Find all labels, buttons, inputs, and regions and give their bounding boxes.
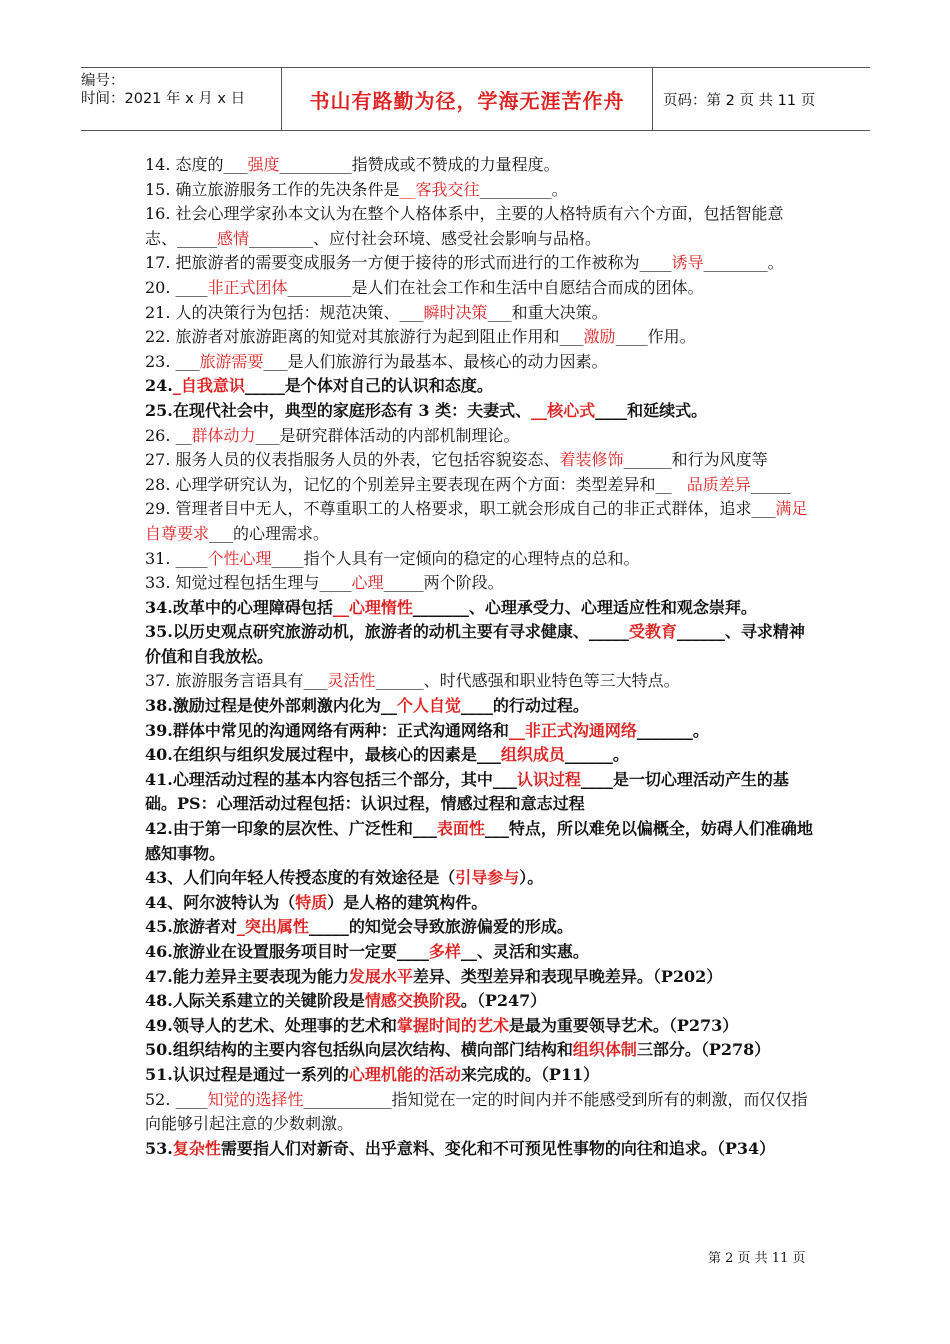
answer-text: 引导参与	[455, 868, 520, 888]
question-q28	[145, 473, 813, 498]
question-q35	[145, 620, 813, 669]
question-text: 20. ____	[145, 277, 208, 297]
question-text: 44、阿尔波特认为（	[145, 892, 296, 912]
answer-text: 心理	[351, 573, 384, 593]
question-text: ___是研究群体活动的内部机制理论。	[255, 425, 520, 445]
answer-text: 表面性	[436, 819, 485, 839]
question-text: ____指个人具有一定倾向的稳定的心理特点的总和。	[271, 548, 640, 568]
answer-text: 旅游需要	[199, 351, 264, 371]
question-q43	[145, 866, 813, 891]
question-q50	[145, 1038, 813, 1063]
question-text: ____是一切心理活动产生的基础。PS：心理活动过程包括：认识过程，情感过程和意志过程	[145, 769, 789, 814]
header-number-label: 编号：	[81, 73, 125, 89]
question-text: 45.旅游者对	[145, 917, 237, 937]
question-text: 33. 知觉过程包括生理与____	[145, 573, 352, 593]
header-page-indicator: 页码：第 2 页 共 11 页	[663, 92, 816, 109]
question-text: ___和重大决策。	[487, 302, 608, 322]
question-text: 27. 服务人员的仪表指服务人员的外表，它包括容貌姿态、	[145, 450, 560, 470]
question-q40	[145, 743, 813, 768]
question-q53	[145, 1137, 813, 1162]
question-text: ________。	[703, 253, 784, 273]
answer-text: 个性心理	[207, 548, 272, 568]
answer-text: _自我意识	[172, 376, 245, 396]
question-text: _____	[750, 474, 791, 494]
answer-text: 情感交换阶段	[364, 991, 461, 1011]
question-text: __、灵活和实惠。	[460, 942, 589, 961]
question-q31	[145, 547, 813, 572]
question-text: 38.激励过程是使外部刺激内化为__	[145, 696, 397, 716]
question-text: ）是人格的建筑构件。	[327, 892, 488, 912]
question-text: _______。	[636, 720, 709, 740]
question-text: 17. 把旅游者的需要变成服务一方便于接待的形式而进行的工作被称为____	[145, 253, 672, 273]
question-q25	[145, 399, 813, 424]
answer-text: 认识过程	[516, 769, 581, 789]
question-q48	[145, 989, 813, 1014]
question-text: 29. 管理者目中无人，不尊重职工的人格要求，职工就会形成自己的非正式群体，追求___	[145, 499, 776, 519]
question-text: 需要指人们对新奇、出乎意料、变化和不可预见性事物的向往和追求。（P34）	[220, 1138, 776, 1158]
question-q51	[145, 1063, 813, 1088]
question-text: ___的心理需求。	[209, 523, 330, 543]
question-q44	[145, 891, 813, 916]
answer-text: _突出属性	[236, 917, 309, 937]
question-text: 53.	[145, 1138, 173, 1158]
answer-text: 特质	[295, 892, 328, 912]
question-text: 是最为重要领导艺术。（P273）	[508, 1015, 739, 1035]
question-text: 52. ____	[145, 1089, 208, 1109]
answer-text: 灵活性	[327, 671, 376, 691]
question-q24	[145, 374, 813, 399]
answer-text: 发展水平	[348, 966, 413, 986]
answer-text: __核心式	[531, 400, 596, 420]
question-list	[145, 153, 813, 1161]
question-q46	[145, 940, 813, 965]
question-text: 43、人们向年轻人传授态度的有效途径是（	[145, 868, 456, 888]
answer-text: 组织成员	[500, 745, 565, 765]
answer-text: 复杂性	[172, 1138, 221, 1158]
question-q22	[145, 325, 813, 350]
answer-text: __心理惰性	[332, 597, 413, 617]
question-text: ___是人们旅游行为最基本、最核心的动力因素。	[263, 351, 608, 371]
question-text: 26. __	[145, 425, 192, 445]
answer-text: 满足自尊要求	[145, 499, 808, 543]
question-text: 50.组织结构的主要内容包括纵向层次结构、横向部门结构和	[145, 1040, 573, 1060]
question-text: _________。	[479, 179, 568, 199]
question-q27	[145, 448, 813, 473]
question-text: _____是个体对自己的认识和态度。	[244, 376, 493, 396]
question-q39	[145, 719, 813, 744]
question-q42	[145, 817, 813, 866]
header-motto: 书山有路勤为径，学海无涯苦作舟	[281, 68, 653, 130]
question-text: 47.能力差异主要表现为能力	[145, 966, 349, 986]
answer-text: 品质差异	[686, 474, 751, 494]
question-text: 49.领导人的艺术、处理事的艺术和	[145, 1015, 397, 1035]
question-text: ____作用。	[615, 327, 696, 347]
question-text: 37. 旅游服务言语具有___	[145, 671, 328, 691]
question-text: 15. 确立旅游服务工作的先决条件是	[145, 179, 400, 199]
question-text: 41.心理活动过程的基本内容包括三个部分，其中___	[145, 769, 517, 789]
question-text: ______。	[564, 745, 629, 765]
question-text: 28. 心理学研究认为，记忆的个别差异主要表现在两个方面：类型差异和__	[145, 474, 687, 494]
question-text: ____和延续式。	[595, 400, 708, 420]
question-text: _____的知觉会导致旅游偏爱的形成。	[308, 917, 573, 937]
question-q14	[145, 153, 813, 178]
page-footer: 第 2 页 共 11 页	[708, 1251, 806, 1266]
question-text: 35.以历史观点研究旅游动机，旅游者的动机主要有寻求健康、_____	[145, 622, 629, 642]
question-text: 24.	[145, 376, 173, 396]
question-text: 40.在组织与组织发展过程中，最核心的因素是___	[145, 745, 501, 765]
question-text: ________、应付社会环境、感受社会影响与品格。	[249, 228, 602, 248]
question-q21	[145, 301, 813, 326]
question-text: 22. 旅游者对旅游距离的知觉对其旅游行为起到阻止作用和___	[145, 327, 584, 347]
question-q23	[145, 350, 813, 375]
question-q52	[145, 1088, 813, 1137]
question-text: 三部分。（P278）	[636, 1040, 771, 1060]
question-text: 16. 社会心理学家孙本文认为在整个人格体系中，主要的人格特质有六个方面，包括智能意志、_____	[145, 204, 784, 248]
question-q49	[145, 1014, 813, 1039]
question-q20	[145, 276, 813, 301]
answer-text: 激励	[583, 327, 616, 347]
question-text: ___________指知觉在一定的时间内并不能感受到所有的刺激，而仅仅指向能够引起注意的少数刺激。	[145, 1089, 808, 1134]
question-text: 42.由于第一印象的层次性、广泛性和___	[145, 819, 437, 839]
header-meta	[81, 68, 281, 130]
question-text: 23. ___	[145, 351, 200, 371]
question-q34	[145, 596, 813, 621]
answer-text: __非正式沟通网络	[508, 720, 637, 740]
answer-text: 知觉的选择性	[207, 1089, 304, 1109]
answer-text: 组织体制	[572, 1040, 637, 1060]
question-text: 51.认识过程是通过一系列的	[145, 1064, 349, 1084]
question-text: 。（P247）	[460, 991, 547, 1011]
question-text: 31. ____	[145, 548, 208, 568]
question-q33	[145, 571, 813, 596]
answer-text: 群体动力	[191, 425, 256, 445]
document-header	[81, 67, 870, 131]
question-text: _____两个阶段。	[383, 573, 504, 593]
answer-text: 感情	[217, 228, 250, 248]
question-text: 48.人际关系建立的关键阶段是	[145, 991, 365, 1011]
question-q15	[145, 178, 813, 203]
answer-text: 着装修饰	[559, 450, 624, 470]
question-text: ______、时代感强和职业特色等三大特点。	[375, 671, 680, 691]
question-text: 来完成的。（P11）	[460, 1064, 600, 1084]
question-text: ______和行为风度等	[623, 450, 768, 470]
question-text: 差异、类型差异和表现早晚差异。（P202）	[412, 966, 723, 986]
question-text: 14. 态度的___	[145, 155, 248, 174]
answer-text: 心理机能的活动	[348, 1064, 461, 1084]
answer-text: 诱导	[671, 253, 704, 273]
question-q45	[145, 915, 813, 940]
question-q16	[145, 202, 813, 251]
question-q29	[145, 497, 813, 546]
question-q37	[145, 669, 813, 694]
question-text: ________是人们在社会工作和生活中自愿结合而成的团体。	[287, 277, 704, 297]
answer-text: 瞬时决策	[423, 302, 488, 322]
question-text: 46.旅游业在设置服务项目时一定要____	[145, 942, 429, 961]
question-text: ）。	[519, 868, 544, 888]
question-q41	[145, 768, 813, 817]
answer-text: __客我交往	[399, 179, 480, 199]
question-text: ____的行动过程。	[460, 696, 589, 716]
question-q26	[145, 424, 813, 449]
question-text: ______、寻求精神价值和自我放松。	[145, 622, 805, 666]
answer-text: 掌握时间的艺术	[396, 1015, 509, 1035]
answer-text: 强度	[247, 155, 280, 174]
question-text: 21. 人的决策行为包括：规范决策、___	[145, 302, 424, 322]
answer-text: 个人自觉	[396, 696, 461, 716]
question-text: _________指赞成或不赞成的力量程度。	[279, 155, 560, 174]
question-q38	[145, 694, 813, 719]
question-text: ___特点，所以难免以偏概全，妨碍人们准确地感知事物。	[145, 819, 813, 863]
question-q17	[145, 251, 813, 276]
question-text: 34.改革中的心理障碍包括	[145, 597, 333, 617]
question-q47	[145, 965, 813, 990]
answer-text: 受教育	[628, 622, 677, 642]
header-time-label: 时间：2021 年 x 月 x 日	[81, 91, 246, 107]
question-text: 39.群体中常见的沟通网络有两种：正式沟通网络和	[145, 720, 509, 740]
question-text: _______、心理承受力、心理适应性和观念崇拜。	[412, 597, 757, 617]
answer-text: 多样	[428, 942, 461, 961]
question-text: 25.在现代社会中，典型的家庭形态有 3 类：夫妻式、	[145, 400, 532, 420]
answer-text: 非正式团体	[207, 277, 288, 297]
